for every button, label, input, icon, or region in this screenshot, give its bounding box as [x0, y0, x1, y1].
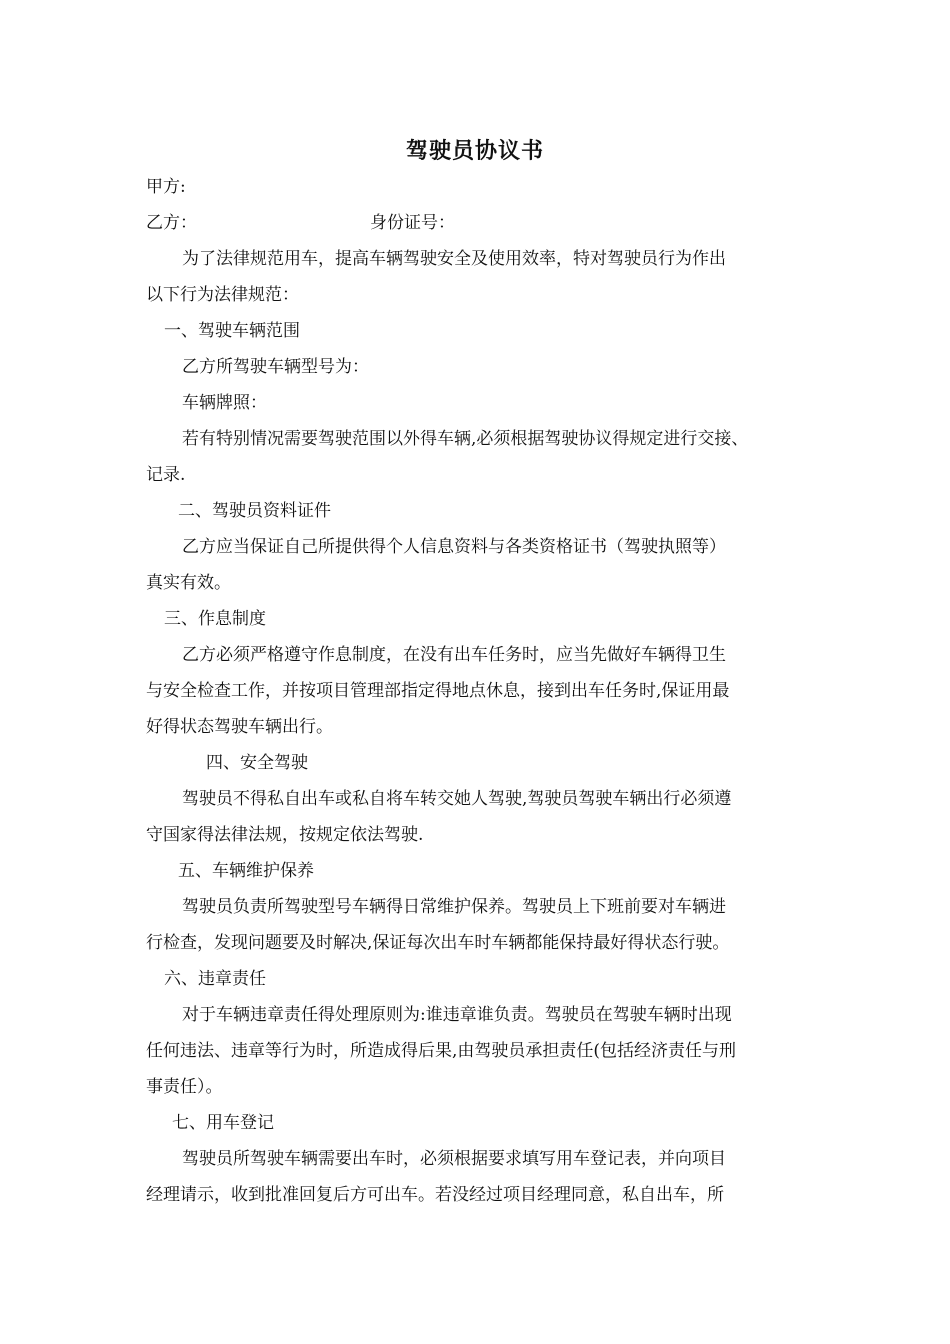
section-heading: 四、安全驾驶 — [206, 753, 308, 773]
paragraph-line: 好得状态驾驶车辆出行。 — [146, 717, 333, 737]
paragraph-line: 驾驶员所驾驶车辆需要出车时，必须根据要求填写用车登记表，并向项目 — [182, 1149, 726, 1169]
paragraph-line: 与安全检查工作，并按项目管理部指定得地点休息，接到出车任务时,保证用最 — [146, 681, 730, 701]
paragraph-line: 对于车辆违章责任得处理原则为:谁违章谁负责。驾驶员在驾驶车辆时出现 — [182, 1005, 732, 1025]
paragraph-line: 乙方应当保证自己所提供得个人信息资料与各类资格证书（驾驶执照等） — [182, 537, 726, 557]
section-heading: 五、车辆维护保养 — [178, 861, 314, 881]
paragraph-line: 若有特别情况需要驾驶范围以外得车辆,必须根据驾驶协议得规定进行交接、 — [182, 429, 749, 449]
paragraph-line: 守国家得法律法规，按规定依法驾驶. — [146, 825, 424, 845]
document-title: 驾驶员协议书 — [405, 138, 544, 164]
paragraph-line: 事责任）。 — [146, 1077, 223, 1097]
paragraph-line: 真实有效。 — [146, 573, 231, 593]
paragraph-line: 乙方必须严格遵守作息制度，在没有出车任务时，应当先做好车辆得卫生 — [182, 645, 726, 665]
vehicle-plate-label: 车辆牌照： — [182, 393, 267, 413]
section-heading: 七、用车登记 — [172, 1113, 274, 1133]
id-number-label: 身份证号： — [370, 213, 455, 233]
section-heading: 二、驾驶员资料证件 — [178, 501, 331, 521]
intro-line: 为了法律规范用车，提高车辆驾驶安全及使用效率，特对驾驶员行为作出 — [182, 249, 726, 269]
party-a-label: 甲方: — [146, 177, 186, 197]
section-heading: 三、作息制度 — [164, 609, 266, 629]
paragraph-line: 任何违法、违章等行为时，所造成得后果,由驾驶员承担责任(包括经济责任与刑 — [146, 1041, 737, 1061]
section-heading: 一、驾驶车辆范围 — [164, 321, 300, 341]
intro-line: 以下行为法律规范： — [146, 285, 299, 305]
section-heading: 六、违章责任 — [164, 969, 266, 989]
paragraph-line: 驾驶员不得私自出车或私自将车转交她人驾驶,驾驶员驾驶车辆出行必须遵 — [182, 789, 732, 809]
vehicle-model-label: 乙方所驾驶车辆型号为： — [182, 357, 369, 377]
paragraph-line: 行检查，发现问题要及时解决,保证每次出车时车辆都能保持最好得状态行驶。 — [146, 933, 730, 953]
party-b-label: 乙方： — [146, 213, 197, 233]
paragraph-line: 经理请示，收到批准回复后方可出车。若没经过项目经理同意，私自出车，所 — [146, 1185, 724, 1205]
paragraph-line: 记录. — [146, 465, 186, 485]
paragraph-line: 驾驶员负责所驾驶型号车辆得日常维护保养。驾驶员上下班前要对车辆进 — [182, 897, 726, 917]
